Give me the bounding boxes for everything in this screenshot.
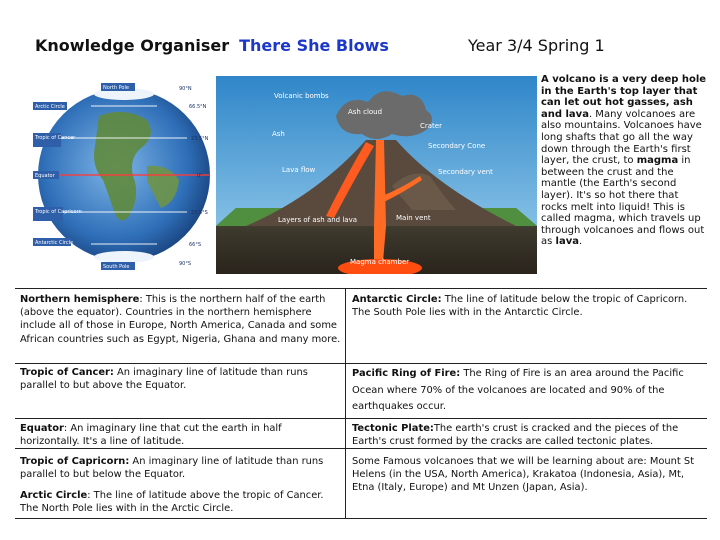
intro-rest-2: in between the crust and the mantle (the Earth's second layer). It's so hot there that rocks melt into liquid! This is called magma, which travels up through volcanoes and flows out as: [541, 155, 705, 248]
label-arctic-circle: Arctic Circle: [35, 104, 65, 110]
def-text: The earth's crust is cracked and the pieces of the Earth's crust formed by the cracks are called tectonic plates.: [352, 423, 679, 448]
def-term: Pacific Ring of Fire:: [352, 368, 461, 379]
def-ring-of-fire: [352, 366, 702, 416]
grid-divider: [345, 288, 346, 518]
grid-line: [15, 363, 707, 364]
def-famous-volcanoes: [352, 455, 702, 495]
label-lat-90s: 90°S: [179, 261, 192, 267]
def-tropic-cancer: [20, 366, 342, 392]
intro-end: .: [578, 236, 583, 248]
label-lat-90n: 90°N: [179, 86, 192, 92]
term-label: Year 3/4 Spring 1: [468, 36, 605, 55]
def-term: Tectonic Plate:: [352, 423, 434, 434]
definitions-table: [15, 288, 707, 518]
label-secondary-vent: Secondary vent: [438, 168, 493, 176]
def-text: The line of latitude below the tropic of Capricorn. The South Pole lies with in the Antarctic Circle.: [352, 294, 688, 319]
def-northern-hemisphere: [20, 293, 342, 346]
label-lava-flow: Lava flow: [282, 166, 316, 174]
topic-title: There She Blows: [239, 36, 389, 55]
volcano-diagram: [216, 76, 537, 274]
label-tropic-cancer: Tropic of Cancer: [35, 135, 76, 141]
label-ash: Ash: [272, 130, 285, 138]
label-magma-chamber: Magma chamber: [350, 258, 410, 266]
label-lat-66s: 66°S: [189, 242, 202, 248]
label-tropic-capricorn: Tropic of Capricorn: [35, 209, 82, 215]
volcano-intro-text: [541, 74, 707, 248]
grid-line: [15, 418, 707, 419]
label-layers: Layers of ash and lava: [278, 216, 358, 224]
def-equator: [20, 422, 342, 448]
label-ash-cloud: Ash cloud: [348, 108, 383, 116]
label-equator: Equator: [35, 173, 55, 179]
def-term: Tropic of Cancer:: [20, 367, 114, 378]
grid-line: [15, 518, 707, 519]
intro-lava: lava: [555, 236, 579, 248]
grid-line: [15, 288, 707, 289]
label-antarctic-circle: Antarctic Circle: [35, 240, 74, 246]
def-text: The Ring of Fire is an area around the Pacific Ocean where 70% of the volcanoes are located and 90% of the earthquakes occur.: [352, 368, 684, 412]
label-lat-23n: 23.5°N: [191, 136, 209, 142]
intro-rest: . Many volcanoes are also mountains. Volcanoes have long shafts that go all the way down through the Earth's first layer, the crust, to: [541, 108, 702, 167]
def-text: : An imaginary line that cut the earth in half horizontally. It's a line of latitude.: [20, 423, 282, 448]
label-north-pole: North Pole: [103, 85, 129, 91]
page-title: [35, 36, 389, 55]
label-main-vent: Main vent: [396, 214, 431, 222]
def-tectonic-plate: [352, 422, 702, 448]
def-text: An imaginary line of latitude than runs parallel to but below the Equator.: [20, 456, 324, 481]
def-term: Arctic Circle: [20, 490, 88, 501]
def-text: An imaginary line of latitude than runs parallel to but above the Equator.: [20, 367, 308, 392]
def-term: Equator: [20, 423, 64, 434]
globe-latitude-diagram: [29, 76, 216, 274]
label-crater: Crater: [420, 122, 442, 130]
def-antarctic-circle: [352, 293, 702, 319]
label-lat-23s: 23.5°S: [191, 210, 208, 216]
def-term: Northern hemisphere: [20, 294, 140, 305]
def-text: Some Famous volcanoes that we will be learning about are: Mount St Helens (in the USA, North America), Krakatoa (Indonesia, Asia), Mt, Etna (Italy, Europe) and Mt Unzen (Japan, Asia).: [352, 456, 695, 494]
def-tropic-capricorn: [20, 455, 342, 481]
def-text: : This is the northern half of the earth (above the equator). Countries in the northern hemisphere include all of those in Europe, North America, Canada and some African countries such as Egypt, Nigeria, Ghana and many more.: [20, 294, 341, 345]
label-volcanic-bombs: Volcanic bombs: [274, 92, 329, 100]
def-arctic-circle: [20, 489, 342, 515]
intro-bold: A volcano is a very deep hole in the Earth's top layer that can let out hot gasses, ash and lava: [541, 74, 707, 120]
label-lat-0: 0°: [197, 173, 203, 179]
intro-magma: magma: [636, 155, 679, 167]
def-term: Tropic of Capricorn:: [20, 456, 130, 467]
def-term: Antarctic Circle:: [352, 294, 442, 305]
label-south-pole: South Pole: [103, 264, 130, 270]
def-text: : The line of latitude above the tropic of Cancer. The North Pole lies with in the Arctic Circle.: [20, 490, 324, 515]
title-text: Knowledge Organiser: [35, 36, 230, 55]
label-secondary-cone: Secondary Cone: [428, 142, 486, 150]
label-lat-66n: 66.5°N: [189, 104, 207, 110]
